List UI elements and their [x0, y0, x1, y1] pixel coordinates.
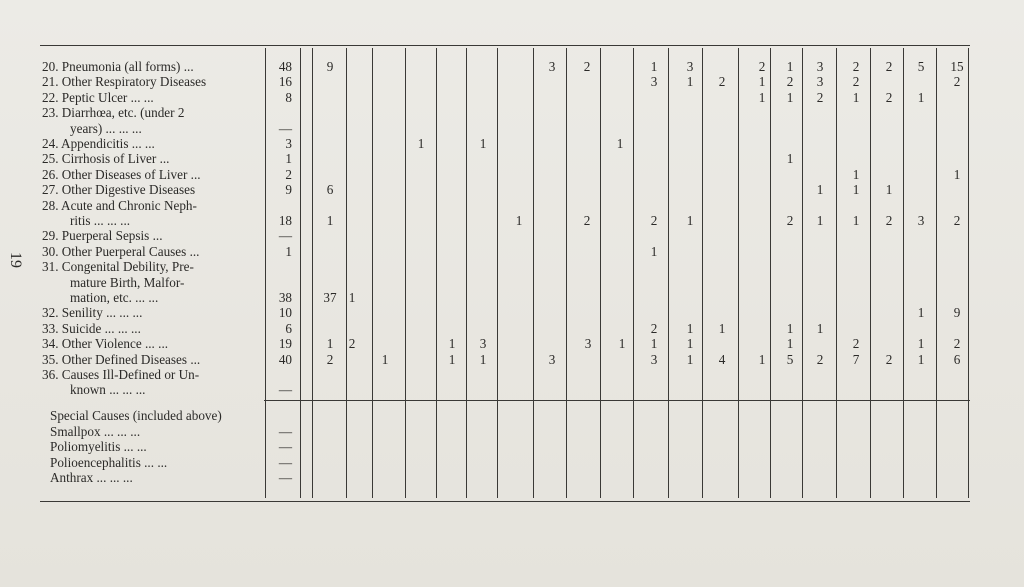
row-cell: 1 [758, 351, 766, 367]
row-label: 21. Other Respiratory Diseases [42, 74, 207, 90]
row-label: 30. Other Puerperal Causes ... [42, 243, 200, 259]
row-label: 32. Senility ... ... ... [42, 305, 143, 321]
row-cell: 1 [348, 290, 356, 305]
special-row-total: — [278, 454, 292, 470]
column-line [533, 48, 534, 498]
row-cell: 2 [816, 351, 824, 367]
row-total: 1 [285, 151, 292, 167]
column-line [870, 48, 871, 498]
column-line [600, 48, 601, 498]
row-cell: 1 [479, 136, 487, 151]
row-cell: 1 [686, 351, 694, 367]
row-cell: 1 [816, 320, 824, 336]
row-total: 8 [285, 89, 292, 105]
row-cell: 1 [786, 320, 794, 336]
row-cell: 2 [885, 351, 893, 367]
row-cell: 1 [417, 136, 425, 151]
column-line [770, 48, 771, 498]
row-label: 27. Other Digestive Diseases [42, 182, 196, 198]
row-cell: 1 [786, 59, 794, 74]
row-cell: 1 [786, 151, 794, 167]
row-cell: 1 [786, 89, 794, 105]
row-cell: 2 [953, 74, 961, 90]
row-label: 35. Other Defined Diseases ... [42, 351, 201, 367]
row-cell: 3 [548, 59, 556, 74]
row-cell: 1 [786, 336, 794, 352]
column-line [312, 48, 313, 498]
row-cell: 1 [326, 336, 334, 352]
column-line [497, 48, 498, 498]
row-cell: 2 [852, 336, 860, 352]
row-cell: 2 [583, 59, 591, 74]
top-rule [40, 45, 970, 46]
row-cell: 3 [917, 213, 925, 228]
row-cell: 1 [917, 89, 925, 105]
column-line [802, 48, 803, 498]
row-cell: 1 [650, 243, 658, 259]
row-label: 31. Congenital Debility, Pre- [42, 259, 194, 275]
special-causes-header: Special Causes (included above) [50, 408, 222, 423]
row-cell: 2 [953, 336, 961, 352]
row-cell: 1 [852, 89, 860, 105]
column-line [466, 48, 467, 498]
row-total: — [278, 382, 292, 398]
row-cell: 1 [917, 305, 925, 321]
row-label: 36. Causes Ill-Defined or Un- [42, 367, 200, 382]
row-cell: 6 [953, 351, 961, 367]
row-total: 16 [278, 74, 292, 90]
special-row-label: Smallpox ... ... ... [50, 424, 141, 439]
column-line [903, 48, 904, 498]
row-cell: 1 [852, 182, 860, 198]
column-line [668, 48, 669, 498]
row-cell: 3 [650, 351, 658, 367]
row-cell: 2 [816, 89, 824, 105]
row-cell: 1 [686, 336, 694, 352]
row-cell: 1 [650, 336, 658, 352]
row-cell: 1 [650, 59, 658, 74]
row-cell: 2 [650, 213, 658, 228]
row-cell: 1 [326, 213, 334, 228]
row-label: 24. Appendicitis ... ... [42, 136, 155, 151]
row-cell: 1 [917, 336, 925, 352]
row-cell: 3 [816, 74, 824, 90]
column-line [300, 48, 301, 498]
row-cell: 2 [786, 213, 794, 228]
column-line [346, 48, 347, 498]
column-line [372, 48, 373, 498]
row-cell: 1 [686, 213, 694, 228]
row-cell: 1 [917, 351, 925, 367]
row-label: 34. Other Violence ... ... [42, 336, 169, 352]
row-cell: 2 [583, 213, 591, 228]
page-number: 19 [7, 252, 24, 268]
row-cell: 2 [885, 213, 893, 228]
row-total: 48 [278, 59, 292, 74]
row-cell: 1 [953, 166, 961, 182]
row-cell: 1 [479, 351, 487, 367]
row-label: 23. Diarrhœa, etc. (under 2 [42, 105, 185, 121]
row-cell: 1 [816, 213, 824, 228]
row-cell: 5 [917, 59, 925, 74]
column-line [968, 48, 969, 498]
column-line [405, 48, 406, 498]
row-label: mature Birth, Malfor- [70, 274, 185, 290]
row-total: 40 [278, 351, 292, 367]
row-cell: 15 [950, 59, 964, 74]
row-cell: 37 [323, 290, 337, 305]
row-cell: 1 [852, 166, 860, 182]
special-row-label: Poliomyelitis ... ... [50, 439, 147, 455]
row-cell: 2 [348, 336, 356, 352]
row-label: 33. Suicide ... ... ... [42, 320, 141, 336]
row-cell: 1 [885, 182, 893, 198]
row-cell: 1 [758, 89, 766, 105]
row-cell: 2 [650, 320, 658, 336]
row-cell: 5 [786, 351, 794, 367]
row-cell: 2 [718, 74, 726, 90]
row-cell: 2 [885, 59, 893, 74]
row-total: 10 [278, 305, 292, 321]
row-cell: 1 [381, 351, 389, 367]
row-total: 6 [285, 320, 292, 336]
row-total: — [278, 120, 292, 136]
row-label: 28. Acute and Chronic Neph- [42, 197, 197, 213]
row-total: 3 [285, 136, 292, 151]
column-line [633, 48, 634, 498]
row-cell: 4 [718, 351, 726, 367]
column-line [436, 48, 437, 498]
row-cell: 2 [786, 74, 794, 90]
row-label: known ... ... ... [70, 382, 146, 398]
section-rule [264, 400, 970, 401]
row-cell: 9 [326, 59, 334, 74]
special-row-total: — [278, 424, 292, 439]
row-label: ritis ... ... ... [70, 213, 131, 228]
row-total: — [278, 228, 292, 244]
row-cell: 1 [852, 213, 860, 228]
row-cell: 9 [953, 305, 961, 321]
row-label: 22. Peptic Ulcer ... ... [42, 89, 154, 105]
row-label: 29. Puerperal Sepsis ... [42, 228, 163, 244]
row-total: 19 [278, 336, 292, 352]
column-line [702, 48, 703, 498]
row-cell: 6 [326, 182, 334, 198]
row-cell: 1 [686, 320, 694, 336]
column-line [738, 48, 739, 498]
row-cell: 3 [650, 74, 658, 90]
column-line [836, 48, 837, 498]
special-row-total: — [278, 439, 292, 455]
row-cell: 2 [953, 213, 961, 228]
row-cell: 2 [326, 351, 334, 367]
row-cell: 7 [852, 351, 860, 367]
row-cell: 3 [548, 351, 556, 367]
row-total: 2 [285, 166, 292, 182]
row-cell: 1 [758, 74, 766, 90]
row-total: 1 [285, 243, 292, 259]
row-cell: 1 [515, 213, 523, 228]
row-cell: 2 [758, 59, 766, 74]
row-cell: 1 [448, 351, 456, 367]
row-label: 20. Pneumonia (all forms) ... [42, 59, 194, 74]
row-cell: 3 [816, 59, 824, 74]
row-cell: 3 [584, 336, 592, 352]
row-cell: 2 [885, 89, 893, 105]
column-line [566, 48, 567, 498]
bottom-rule [40, 501, 970, 502]
row-cell: 1 [718, 320, 726, 336]
column-line [936, 48, 937, 498]
row-cell: 1 [616, 136, 624, 151]
row-cell: 1 [686, 74, 694, 90]
row-cell: 1 [448, 336, 456, 352]
row-total: 18 [278, 213, 292, 228]
row-cell: 2 [852, 74, 860, 90]
row-total: 38 [278, 290, 292, 305]
row-label: 26. Other Diseases of Liver ... [42, 166, 201, 182]
special-row-label: Polioencephalitis ... ... [50, 454, 168, 470]
row-cell: 3 [479, 336, 487, 352]
row-total: 9 [285, 182, 292, 198]
row-cell: 3 [686, 59, 694, 74]
row-cell: 1 [618, 336, 626, 352]
row-label: 25. Cirrhosis of Liver ... [42, 151, 170, 167]
special-row-label: Anthrax ... ... ... [50, 470, 133, 486]
row-cell: 2 [852, 59, 860, 74]
row-label: years) ... ... ... [70, 120, 142, 136]
row-cell: 1 [816, 182, 824, 198]
special-row-total: — [278, 470, 292, 486]
row-label: mation, etc. ... ... [70, 290, 159, 305]
